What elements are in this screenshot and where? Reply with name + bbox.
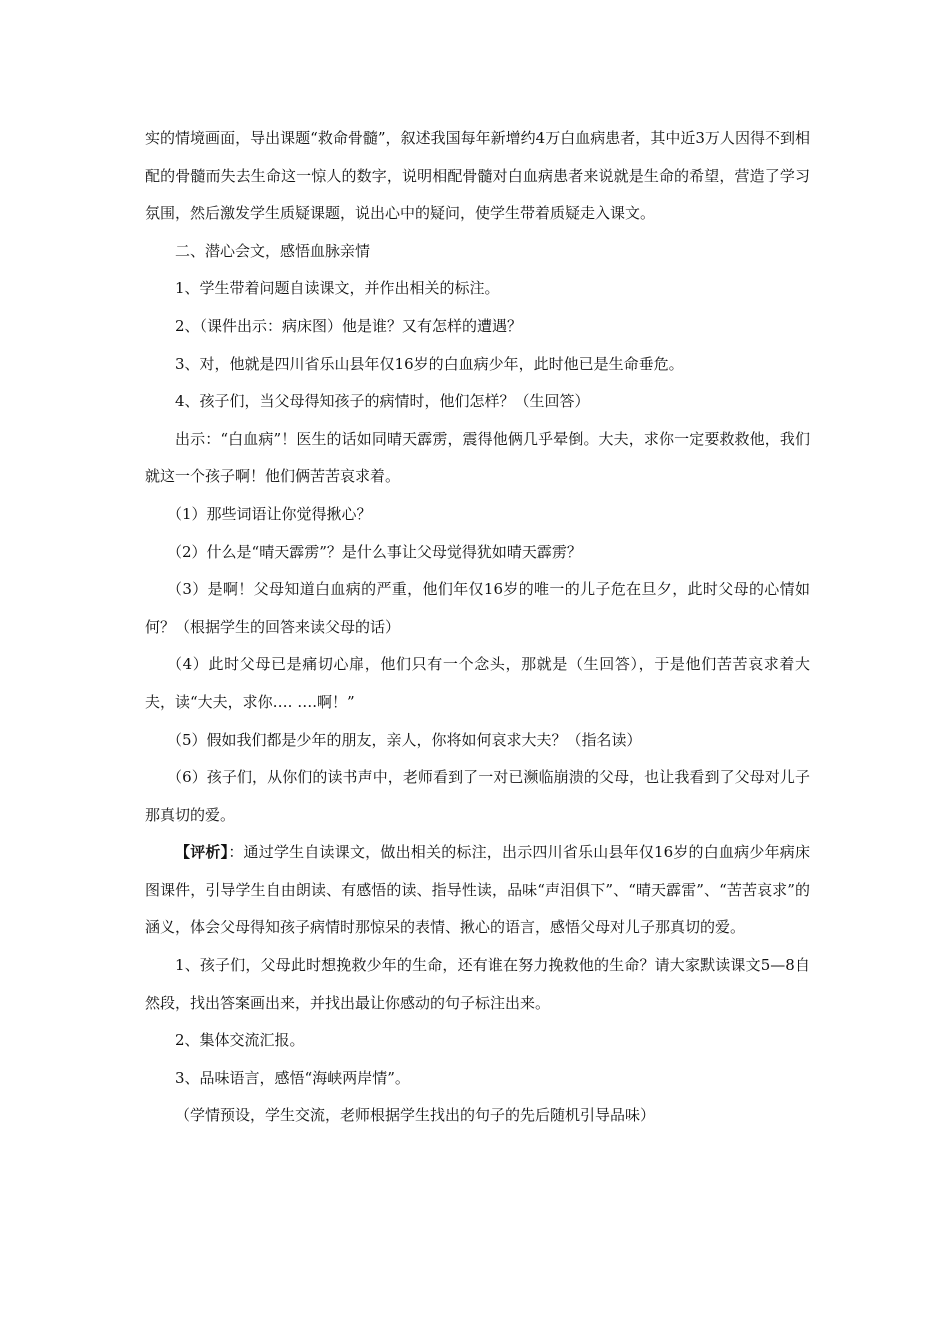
commentary-paragraph <box>145 834 810 947</box>
quoted-passage: 出示：“白血病”！医生的话如同晴天霹雳，震得他俩几乎晕倒。大夫，求你一定要救救他，我们就这一个孩子啊！他们俩苦苦哀求着。 <box>145 429 810 486</box>
commentary-label: 【评析】 <box>175 843 229 862</box>
list-item: 1、学生带着问题自读课文，并作出相关的标注。 <box>175 279 500 298</box>
list-item: 2、集体交流汇报。 <box>175 1031 305 1050</box>
section-heading: 二、潜心会文，感悟血脉亲情 <box>175 241 371 260</box>
sub-question: （2）什么是“晴天霹雳”？是什么事让父母觉得犹如晴天霹雳？ <box>167 542 582 561</box>
sub-question: （4）此时父母已是痛切心扉，他们只有一个念头，那就是（生回答），于是他们苦苦哀求着大夫，读“大夫，求你…. ….啊！” <box>145 655 810 711</box>
list-item: 1、孩子们，父母此时想挽救少年的生命，还有谁在努力挽救他的生命？请大家默读课文5—8自然段，找出答案画出来，并找出最让你感动的句子标注出来。 <box>145 956 810 1012</box>
sub-question: （6）孩子们，从你们的读书声中，老师看到了一对已濒临崩溃的父母，也让我看到了父母对儿子那真切的爱。 <box>145 768 810 824</box>
list-item: 3、对，他就是四川省乐山县年仅16岁的白血病少年，此时他已是生命垂危。 <box>175 354 684 373</box>
list-item: 3、品味语言，感悟“海峡两岸情”。 <box>175 1068 410 1087</box>
list-item: 2、（课件出示：病床图）他是谁？又有怎样的遭遇？ <box>175 316 523 335</box>
sub-question: （5）假如我们都是少年的朋友，亲人，你将如何哀求大夫？（指名读） <box>167 730 642 749</box>
sub-question: （3）是啊！父母知道白血病的严重，他们年仅16岁的唯一的儿子危在旦夕，此时父母的心情如何？（根据学生的回答来读父母的话） <box>145 580 810 636</box>
commentary-text: ：通过学生自读课文，做出相关的标注，出示四川省乐山县年仅16岁的白血病少年病床图课件，引导学生自由朗读、有感悟的读、指导性读，品味“声泪俱下”、“晴天霹雷”、“苦苦哀求”的涵义，体会父母得知孩子病情时那惊呆的表情、揪心的语言，感悟父母对儿子那真切的爱。 <box>145 843 810 937</box>
document-body <box>145 120 810 1135</box>
list-item: 4、孩子们，当父母得知孩子的病情时，他们怎样？（生回答） <box>175 392 590 411</box>
paragraph-intro-continuation: 实的情境画面，导出课题“救命骨髓”，叙述我国每年新增约4万白血病患者，其中近3万人因得不到相配的骨髓而失去生命这一惊人的数字，说明相配骨髓对白血病患者来说就是生命的希望，营造了学习氛围，然后激发学生质疑课题，说出心中的疑问，使学生带着质疑走入课文。 <box>145 129 810 223</box>
note-paragraph: （学情预设，学生交流，老师根据学生找出的句子的先后随机引导品味） <box>175 1106 656 1125</box>
sub-question: （1）那些词语让你觉得揪心？ <box>167 504 372 523</box>
